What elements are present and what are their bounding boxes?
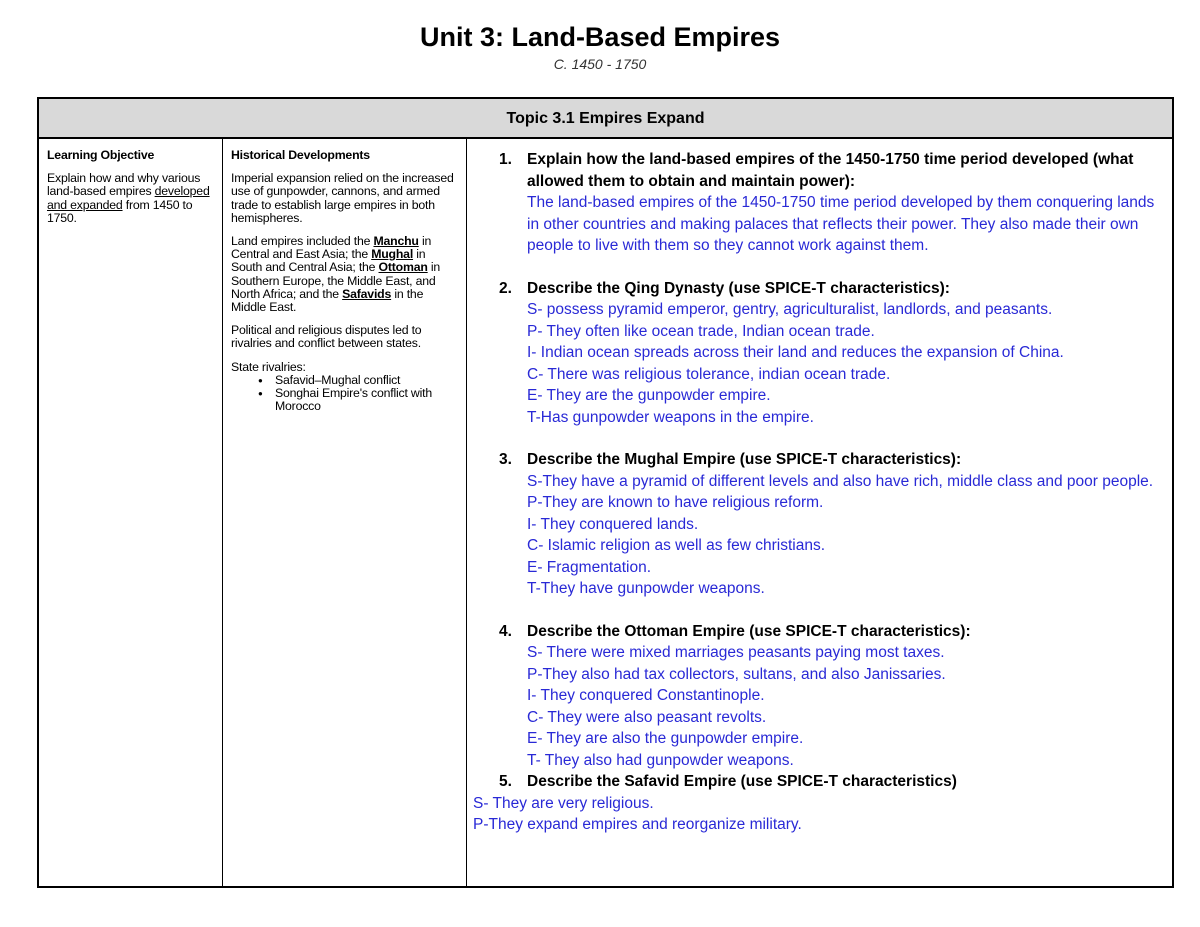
hd-ottoman: Ottoman: [378, 260, 428, 275]
question-number: 3.: [499, 451, 512, 468]
answer-line: I- They conquered lands.: [527, 515, 699, 533]
question-5: [473, 771, 1166, 793]
answer-line: S- possess pyramid emperor, gentry, agriculturalist, landlords, and peasants.: [527, 301, 1053, 318]
question-3: [473, 449, 1166, 600]
hd-para-3: Political and religious disputes led to rivalries and conflict between states.: [231, 323, 422, 351]
hd-p2-t3: in South and Central Asia; the: [231, 247, 426, 275]
answer-line: T-Has gunpowder weapons in the empire.: [527, 408, 814, 426]
questions-cell: [467, 139, 1172, 886]
topic-table: [37, 97, 1174, 888]
page-subtitle: C. 1450 - 1750: [553, 56, 647, 72]
hd-rivalries-list: [231, 374, 458, 414]
answer-line: E- They are the gunpowder empire.: [527, 387, 771, 404]
list-item: ● Safavid–Mughal conflict: [275, 374, 458, 387]
question-text: Describe the Qing Dynasty (use SPICE-T characteristics):: [527, 279, 950, 297]
answer-line: E- Fragmentation.: [527, 558, 652, 576]
question-number: 5.: [499, 773, 512, 790]
answer-line: P-They also had tax collectors, sultans, and also Janissaries.: [527, 665, 946, 683]
question-1: [473, 149, 1166, 257]
hd-safavids: Safavids: [342, 286, 392, 301]
hd-p2-t2: in Central and East Asia; the: [231, 234, 432, 262]
hd-rivalries-label: State rivalries:: [231, 359, 306, 374]
answer-line: C- They were also peasant revolts.: [527, 708, 767, 726]
safavid-answer-line: P-They expand empires and reorganize military.: [473, 816, 802, 833]
hd-p2-t1: Land empires included the: [231, 234, 374, 249]
safavid-answer-line: S- They are very religious.: [473, 794, 654, 812]
learning-objective-text: [47, 172, 214, 225]
answer-line: The land-based empires of the 1450-1750 time period developed by them conquering lands in other countries and making palaces that reflects their power. They also made their own people to live with them so they cannot work against them.: [527, 194, 1155, 254]
lo-text-start: Explain how and why various land-based empires: [47, 171, 201, 199]
answer-line: P-They are known to have religious reform.: [527, 494, 824, 511]
hd-para-1: Imperial expansion relied on the increased use of gunpowder, cannons, and armed trade to establish large empires in both hemispheres.: [231, 171, 454, 225]
answer-line: S- There were mixed marriages peasants paying most taxes.: [527, 644, 945, 661]
question-text: Describe the Ottoman Empire (use SPICE-T characteristics):: [527, 622, 971, 640]
question-number: 4.: [499, 622, 512, 640]
learning-objective-heading: Learning Objective: [47, 148, 155, 162]
answer-line: E- They are also the gunpowder empire.: [527, 730, 804, 747]
question-4: [473, 621, 1166, 772]
answer-line: I- They conquered Constantinople.: [527, 687, 765, 704]
hd-manchu: Manchu: [373, 234, 419, 249]
answer-line: T- They also had gunpowder weapons.: [527, 751, 794, 769]
historical-developments-heading: Historical Developments: [231, 148, 370, 162]
answer-line: C- Islamic religion as well as few christians.: [527, 537, 826, 554]
hd-p2-t5: in the Middle East.: [231, 286, 424, 315]
answer-line: S-They have a pyramid of different levels and also have rich, middle class and poor people.: [527, 472, 1154, 490]
hd-para-2: [231, 235, 458, 314]
lo-text-end: from 1450 to 1750.: [47, 197, 193, 225]
answer-line: I- Indian ocean spreads across their land and reduces the expansion of China.: [527, 344, 1064, 361]
answer-line: P- They often like ocean trade, Indian ocean trade.: [527, 322, 875, 340]
historical-developments-cell: [223, 139, 467, 886]
topic-header: Topic 3.1 Empires Expand: [39, 99, 1172, 139]
question-text: Describe the Mughal Empire (use SPICE-T characteristics):: [527, 451, 962, 468]
answer-line: C- There was religious tolerance, indian ocean trade.: [527, 365, 891, 383]
learning-objective-cell: [39, 139, 223, 886]
lo-underlined: developed and expanded: [47, 184, 210, 212]
hd-mughal: Mughal: [371, 247, 414, 262]
question-text: Explain how the land-based empires of the 1450-1750 time period developed (what allowed them to obtain and maintain power):: [527, 151, 1134, 190]
list-item: ● Songhai Empire's conflict with Morocco: [275, 387, 458, 413]
answer-line: T-They have gunpowder weapons.: [527, 580, 765, 597]
page-title: Unit 3: Land-Based Empires: [419, 22, 781, 52]
question-number: 1.: [499, 151, 512, 168]
hd-p2-t4: in Southern Europe, the Middle East, and North Africa; and the: [231, 260, 441, 301]
question-text: Describe the Safavid Empire (use SPICE-T characteristics): [527, 773, 957, 790]
question-2: [473, 278, 1166, 429]
question-number: 2.: [499, 279, 512, 297]
